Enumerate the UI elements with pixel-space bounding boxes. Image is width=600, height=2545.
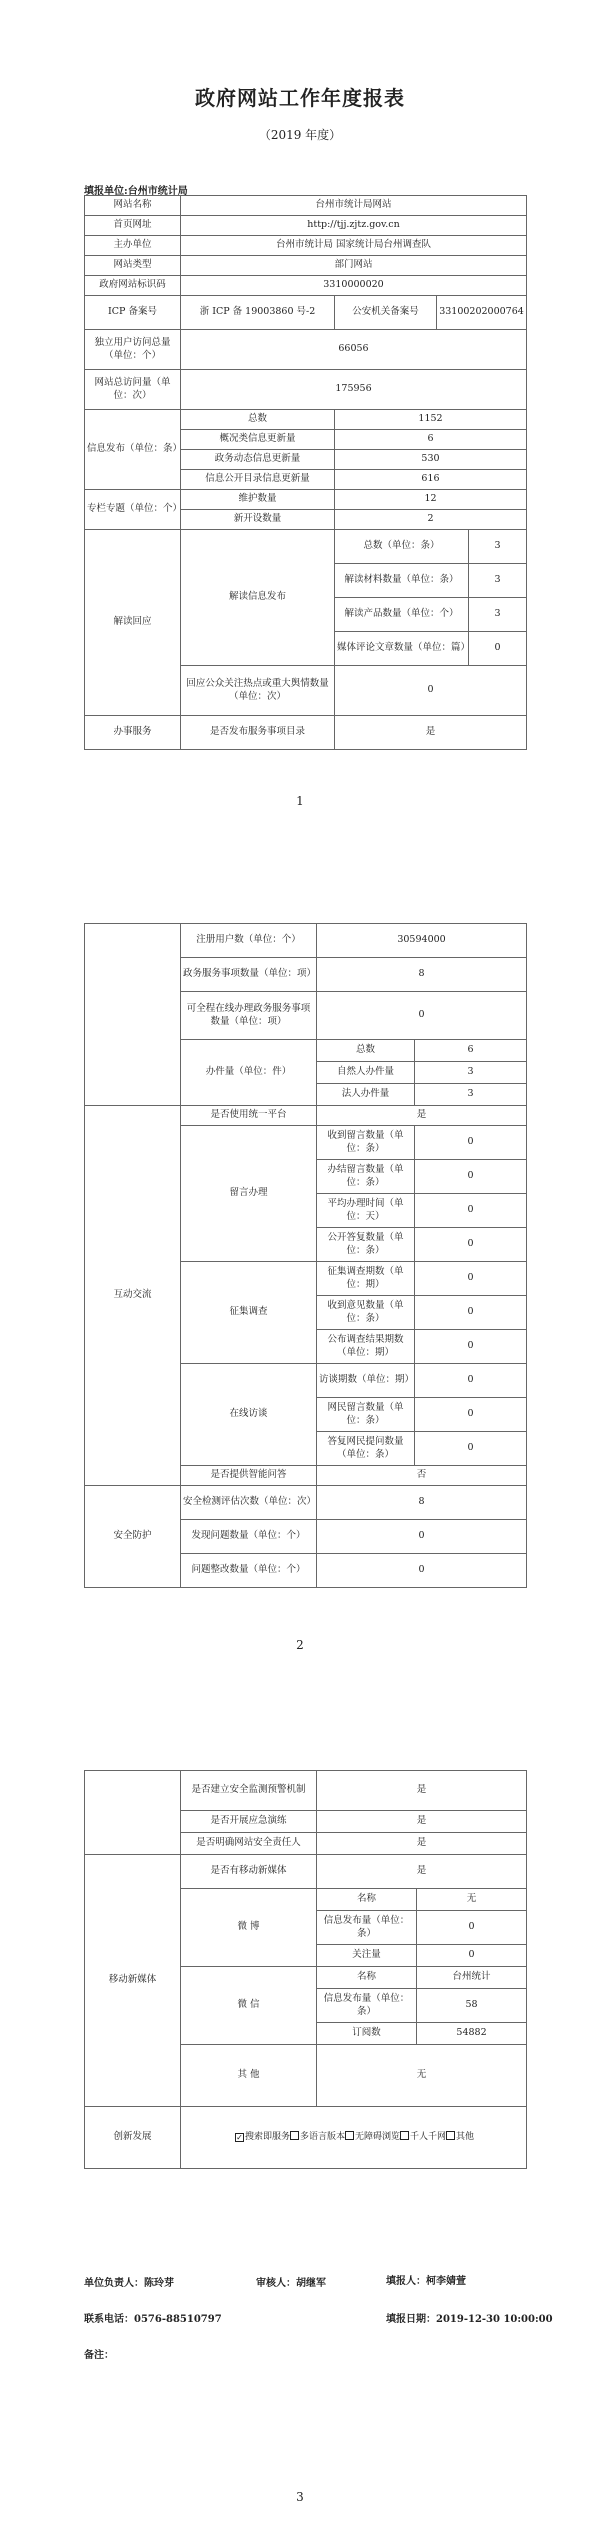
report-table-page1 (84, 195, 527, 750)
cell-label: 信息公开目录信息更新量 (181, 470, 335, 490)
responsible-person: 单位负责人：陈玲芽 (84, 2278, 174, 2289)
cell-value: 3 (415, 1062, 527, 1084)
option-label: 搜索即服务 (244, 2132, 290, 2143)
cell-value: 530 (335, 450, 527, 470)
cell-label: 收到意见数量（单位：条） (317, 1296, 415, 1330)
cell-label: 问题整改数量（单位：个） (181, 1554, 317, 1588)
cell-value: 0 (415, 1160, 527, 1194)
cell-label: 媒体评论文章数量（单位：篇） (335, 632, 469, 666)
cell-label: ICP 备案号 (85, 296, 181, 330)
cell-value: 0 (415, 1262, 527, 1296)
cell-label: 网民留言数量（单位：条） (317, 1398, 415, 1432)
cell-value: 3 (469, 530, 527, 564)
cell-label: 征集调查期数（单位：期） (317, 1262, 415, 1296)
filler: 填报人：柯李婧萱 (386, 2276, 466, 2287)
option-label: 千人千网 (410, 2132, 447, 2143)
cell-label: 解读产品数量（单位：个） (335, 598, 469, 632)
cell-label: 是否开展应急演练 (181, 1811, 317, 1833)
cell-label: 征集调查 (181, 1262, 317, 1364)
cell-value: 2 (335, 510, 527, 530)
cell-value: 是 (317, 1833, 527, 1855)
page-number: 2 (296, 1638, 304, 1652)
cell-value: 3 (469, 598, 527, 632)
cell-label: 微 信 (181, 1967, 317, 2045)
cell-label: 办件量（单位：件） (181, 1040, 317, 1106)
cell-label: 回应公众关注热点或重大舆情数量（单位：次） (181, 666, 335, 716)
cell-label: 访谈期数（单位：期） (317, 1364, 415, 1398)
cell-value: 3 (415, 1084, 527, 1106)
cell-value: 8 (317, 958, 527, 992)
cell-value: 浙 ICP 备 19003860 号-2 (181, 296, 335, 330)
cell-label: 首页网址 (85, 216, 181, 236)
cell-label: 办结留言数量（单位：条） (317, 1160, 415, 1194)
cell-label: 解读材料数量（单位：条） (335, 564, 469, 598)
report-table-page2 (84, 923, 527, 1588)
cell-label: 是否有移动新媒体 (181, 1855, 317, 1889)
cell-value: 58 (417, 1989, 527, 2023)
cell-value: 台州市统计局网站 (181, 196, 527, 216)
cell-value: 33100202000764 (437, 296, 527, 330)
cell-label: 是否建立安全监测预警机制 (181, 1771, 317, 1811)
fill-date: 填报日期：2019-12-30 10:00:00 (386, 2314, 553, 2325)
cell-label: 在线访谈 (181, 1364, 317, 1466)
cell-label: 互动交流 (85, 1106, 181, 1486)
cell-label: 维护数量 (181, 490, 335, 510)
cell-label: 关注量 (317, 1945, 417, 1967)
option-label: 无障碍浏览 (355, 2132, 401, 2143)
cell-label: 公安机关备案号 (335, 296, 437, 330)
cell-label: 政务动态信息更新量 (181, 450, 335, 470)
cell-value: http://tjj.zjtz.gov.cn (181, 216, 527, 236)
cell-label: 法人办件量 (317, 1084, 415, 1106)
cell-label: 平均办理时间（单位：天） (317, 1194, 415, 1228)
cell-value: 0 (415, 1330, 527, 1364)
cell-label: 专栏专题（单位：个） (85, 490, 181, 530)
cell-label: 主办单位 (85, 236, 181, 256)
cell-value: 0 (417, 1911, 527, 1945)
cell-value: 54882 (417, 2023, 527, 2045)
cell-value: 无 (417, 1889, 527, 1911)
cell-value: 0 (415, 1228, 527, 1262)
checkbox-other[interactable] (446, 2131, 455, 2140)
cell-label: 信息发布量（单位：条） (317, 1989, 417, 2023)
cell-label: 是否使用统一平台 (181, 1106, 317, 1126)
cell-value: 是 (317, 1811, 527, 1833)
cell-value: 0 (415, 1398, 527, 1432)
cell-value: 616 (335, 470, 527, 490)
cell-label: 留言办理 (181, 1126, 317, 1262)
cell-value: 0 (415, 1364, 527, 1398)
cell-value: 0 (317, 1554, 527, 1588)
option-label: 多语言版本 (299, 2132, 345, 2143)
cell-value: 0 (415, 1126, 527, 1160)
cell-value: 66056 (181, 330, 527, 370)
cell-value: 是 (317, 1106, 527, 1126)
remarks: 备注： (84, 2350, 114, 2361)
cell-value: 3 (469, 564, 527, 598)
cell-label: 概况类信息更新量 (181, 430, 335, 450)
cell-label: 创新发展 (85, 2107, 181, 2169)
cell-value: 是 (317, 1855, 527, 1889)
cell-label: 公开答复数量（单位：条） (317, 1228, 415, 1262)
cell-label: 发现问题数量（单位：个） (181, 1520, 317, 1554)
checkbox-accessibility[interactable] (345, 2131, 354, 2140)
cell-label: 新开设数量 (181, 510, 335, 530)
cell-label: 总数（单位：条） (335, 530, 469, 564)
cell-value: 台州统计 (417, 1967, 527, 1989)
report-year: （2019 年度） (258, 128, 342, 142)
cell-value: 0 (415, 1432, 527, 1466)
cell-label: 政务服务事项数量（单位：项） (181, 958, 317, 992)
cell-label: 是否发布服务事项目录 (181, 716, 335, 750)
checkbox-multi-language[interactable] (290, 2131, 299, 2140)
cell-label: 安全检测评估次数（单位：次） (181, 1486, 317, 1520)
cell-value: 0 (415, 1296, 527, 1330)
cell-label: 解读回应 (85, 530, 181, 716)
cell-value: 是 (335, 716, 527, 750)
cell-label: 总数 (181, 410, 335, 430)
cell-value: 0 (417, 1945, 527, 1967)
cell-value: 是 (317, 1771, 527, 1811)
cell-label: 可全程在线办理政务服务事项数量（单位：项） (181, 992, 317, 1040)
cell-label: 网站名称 (85, 196, 181, 216)
cell-value: 30594000 (317, 924, 527, 958)
page-title: 政府网站工作年度报表 (195, 86, 405, 110)
cell-label: 名称 (317, 1889, 417, 1911)
checkbox-personalized[interactable] (400, 2131, 409, 2140)
cell-label (85, 1771, 181, 1855)
cell-value: 部门网站 (181, 256, 527, 276)
cell-label: 答复网民提问数量（单位：条） (317, 1432, 415, 1466)
page-number: 1 (296, 794, 304, 808)
cell-value: 0 (317, 1520, 527, 1554)
cell-label: 是否提供智能问答 (181, 1466, 317, 1486)
cell-value: 否 (317, 1466, 527, 1486)
cell-label: 网站类型 (85, 256, 181, 276)
cell-label: 解读信息发布 (181, 530, 335, 666)
checkbox-search-service[interactable]: ✓ (236, 2133, 243, 2143)
cell-value: 3310000020 (181, 276, 527, 296)
cell-value: 8 (317, 1486, 527, 1520)
option-label: 其他 (456, 2132, 475, 2143)
cell-value: 12 (335, 490, 527, 510)
cell-label (85, 924, 181, 1106)
page-number: 3 (296, 2490, 304, 2504)
cell-label: 其 他 (181, 2045, 317, 2107)
cell-label: 订阅数 (317, 2023, 417, 2045)
cell-label: 政府网站标识码 (85, 276, 181, 296)
cell-label: 移动新媒体 (85, 1855, 181, 2107)
cell-label: 网站总访问量（单位：次） (85, 370, 181, 410)
cell-value: 175956 (181, 370, 527, 410)
innovation-options (181, 2107, 527, 2169)
reviewer: 审核人：胡继军 (256, 2278, 326, 2289)
cell-label: 名称 (317, 1967, 417, 1989)
cell-value: 0 (317, 992, 527, 1040)
cell-label: 微 博 (181, 1889, 317, 1967)
cell-value: 0 (415, 1194, 527, 1228)
cell-label: 总数 (317, 1040, 415, 1062)
report-table-page3 (84, 1770, 527, 2169)
cell-label: 注册用户数（单位：个） (181, 924, 317, 958)
cell-label: 信息发布（单位：条） (85, 410, 181, 490)
cell-value: 6 (415, 1040, 527, 1062)
cell-value: 1152 (335, 410, 527, 430)
cell-label: 收到留言数量（单位：条） (317, 1126, 415, 1160)
cell-label: 办事服务 (85, 716, 181, 750)
cell-label: 公布调查结果期数（单位：期） (317, 1330, 415, 1364)
cell-value: 无 (317, 2045, 527, 2107)
contact-phone: 联系电话：0576-88510797 (84, 2314, 222, 2325)
cell-label: 独立用户访问总量（单位：个） (85, 330, 181, 370)
cell-label: 信息发布量（单位：条） (317, 1911, 417, 1945)
cell-label: 是否明确网站安全责任人 (181, 1833, 317, 1855)
cell-label: 安全防护 (85, 1486, 181, 1588)
filling-unit: 填报单位:台州市统计局 (84, 186, 188, 197)
cell-value: 0 (469, 632, 527, 666)
cell-value: 台州市统计局 国家统计局台州调查队 (181, 236, 527, 256)
cell-value: 0 (335, 666, 527, 716)
cell-label: 自然人办件量 (317, 1062, 415, 1084)
cell-value: 6 (335, 430, 527, 450)
